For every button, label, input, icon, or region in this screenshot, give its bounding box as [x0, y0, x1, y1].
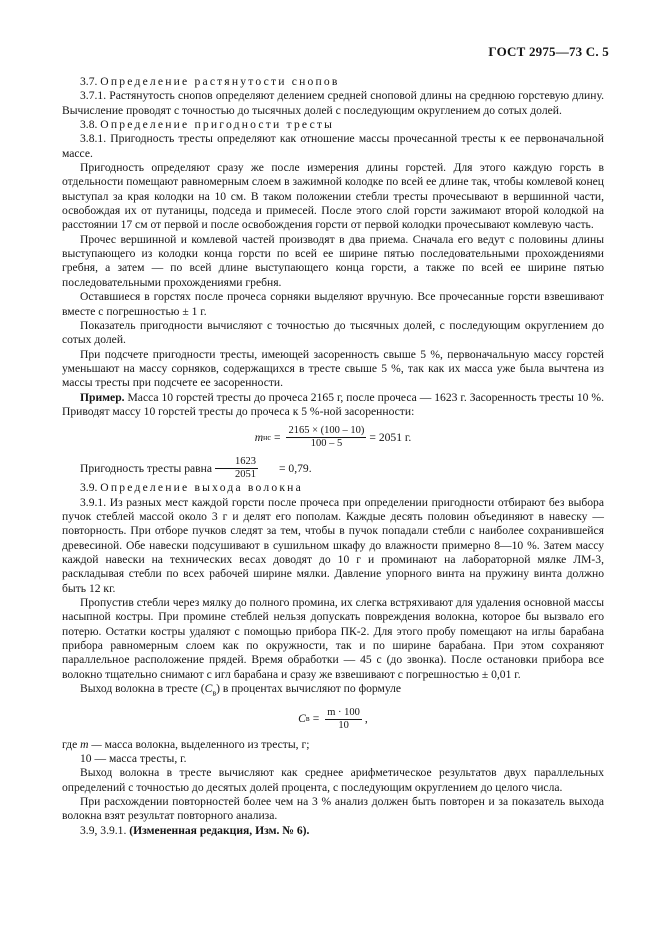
paragraph: Пропустив стебли через мялку до полного промина, их слегка встряхивают для удаления основной массы насыпной костры. При промине стеблей нельзя допускать повреждения волокна, которое бы вызвало его потерю. Остатки костры удаляют с помощью прибора ПК-2. Для этого пробу помещают на иглы барабана прибора равномерным слоем как по окружности, так и по ширине барабана. При этом сохраняют параллельное расположение прядей. Время обработки — 45 с (до звонка). После остановки прибора все волокно тщательно снимают с игл барабана и сразу же взвешивают с погрешностью ± 0,01 г.	[62, 596, 604, 681]
section-number: 3.7.	[80, 75, 98, 88]
example-text: Масса 10 горстей тресты до прочеса 2165 г, после прочеса — 1623 г. Засоренность тресты 10 %. Приводят массу 10 горстей тресты до прочеса к 5 %-ной засоренности:	[62, 390, 604, 418]
paragraph-3-8-1: 3.8.1. Пригодность тресты определяют как отношение массы прочесанной тресты к ее первоначальной массе.	[62, 132, 604, 160]
where-word: где	[62, 737, 78, 751]
where-line-10	[62, 752, 604, 766]
paragraph-3-7-1: 3.7.1. Растянутость снопов определяют делением средней сноповой длины на среднюю горстевую длину. Вычисление проводят с точностью до тысячных долей с последующим округлением до сотых долей.	[62, 89, 604, 117]
revision-label: (Измененная редакция, Изм. № 6).	[129, 823, 310, 837]
formula-fraction	[325, 707, 362, 732]
fraction-numerator: m · 100	[327, 706, 360, 718]
section-title: Определение выхода волокна	[100, 481, 303, 495]
section-3-7-heading	[62, 75, 604, 89]
section-title: Определение растянутости снопов	[100, 75, 340, 88]
fraction-numerator: 2165 × (100 – 10)	[288, 425, 365, 437]
formula-result: = 2051 г.	[369, 430, 412, 444]
section-3-8-heading	[62, 118, 604, 132]
suitability-fraction	[215, 456, 258, 481]
formula-symbol: C	[204, 682, 213, 696]
paragraph: Пригодность определяют сразу же после измерения длины горстей. Для этого каждую горсть в отдельности помещают равномерным слоем в зажимной колодке по всей ее длине так, чтобы комлевой конец выступал за края колодки на 10 см. В таком положении стебли тресты прочесывают в вершинной части, освобождая их от путаницы, подседа и примесей. После этого слой горсти зажимают второй колодкой на расстоянии 17 см от первой и после освобождения горсти от первой колодки прочесывают комлевую часть.	[62, 161, 604, 232]
formula-fiber-yield: C в = $\frac{m \cdot 100}{10}$ ,	[298, 706, 368, 731]
section-number: 3.9.	[80, 481, 98, 495]
section-3-9-heading	[62, 481, 604, 495]
example-paragraph	[62, 391, 604, 420]
section-number: 3.8.	[80, 118, 98, 132]
formula-subscript: в	[305, 714, 310, 724]
formula-tail: ,	[364, 712, 368, 726]
paragraph: Выход волокна в тресте вычисляют как среднее арифметическое результатов двух параллельных определений с точностью до десятых долей процента, с последующим округлением до целого числа.	[62, 766, 604, 794]
fraction-denominator: 2051	[235, 469, 256, 481]
formula-intro	[62, 682, 604, 701]
suitability-text: Пригодность тресты равна	[80, 461, 212, 475]
text: Выход волокна в тресте (	[80, 682, 205, 696]
variable-m: m —	[80, 737, 102, 751]
fraction-denominator: 10	[338, 719, 349, 731]
formula-mass-correction: m нс = $\frac{2165 \times (100 - 10)}{100 - 5}$ = 2051 г.	[254, 425, 412, 450]
suitability-result	[62, 456, 604, 481]
section-title: Определение пригодности тресты	[100, 118, 335, 132]
paragraph-3-9-1: 3.9.1. Из разных мест каждой горсти после прочеса при определении пригодности отбирают без выбора пучок стеблей массой около 3 г и делят его пополам. Каждые десять половин объединяют в навеску — повторность. При отборе пучков следят за тем, чтобы в пучок попадали стебли с наиболее сохранившейся древесиной. Обе навески подсушивают в сушильном шкафу до влажности примерно 8—10 %. Затем массу каждой навески на технических весах доводят до 10 г и проминают на лабораторной мялке ЛМ-3, раскладывая стебли по всех рабочей ширине мялки. Давление упорного винта на пружину винта должно быть 12 кг.	[62, 495, 604, 595]
page-header: ГОСТ 2975—73 С. 5	[488, 44, 609, 59]
example-label: Пример.	[80, 390, 125, 404]
fraction-numerator: 1623	[215, 456, 258, 469]
paragraph: Оставшиеся в горстях после прочеса сорняки выделяют вручную. Все прочесанные горсти взвешивают вместе с погрешностью ± 1 г.	[62, 290, 604, 318]
revision-note	[62, 824, 604, 838]
suitability-value: = 0,79.	[279, 461, 312, 475]
paragraph: Прочес вершинной и комлевой частей производят в два приема. Сначала его ведут с половины длины выступающего из колодки конца горсти по всей ее ширине пятью последовательными прохождениями гребня, а затем — по всей длине выступающего конца горсти, а также по всей ее ширине пятью последовательными прохождениями гребня.	[62, 232, 604, 289]
where-line-m	[62, 738, 604, 752]
text: ) в процентах вычисляют по формуле	[216, 682, 402, 696]
formula-subscript: нс	[263, 432, 271, 442]
fraction-denominator: 100 – 5	[310, 438, 343, 450]
variable-10: 10 —	[80, 752, 107, 766]
document-body	[62, 75, 604, 838]
revision-sections: 3.9, 3.9.1.	[80, 823, 127, 837]
paragraph: Показатель пригодности вычисляют с точностью до тысячных долей, с последующим округлением до сотых долей.	[62, 318, 604, 347]
formula-symbol: C	[298, 712, 306, 726]
formula-symbol: m	[254, 430, 264, 444]
formula-subscript: в	[212, 688, 217, 698]
formula-fraction	[286, 425, 366, 450]
variable-description: масса волокна, выделенного из тресты, г;	[104, 737, 310, 751]
paragraph: При подсчете пригодности тресты, имеющей засоренность свыше 5 %, первоначальную массу горстей уменьшают на массу сорняков, содержащихся в тресте свыше 5 %, так как их масса уже была вычтена из массы тресты при подсчете ее засоренности.	[62, 347, 604, 390]
paragraph: При расхождении повторностей более чем на 3 % анализ должен быть повторен и за показатель выхода волокна взят результат повторного анализа.	[62, 795, 604, 823]
variable-description: масса тресты, г.	[109, 752, 187, 766]
